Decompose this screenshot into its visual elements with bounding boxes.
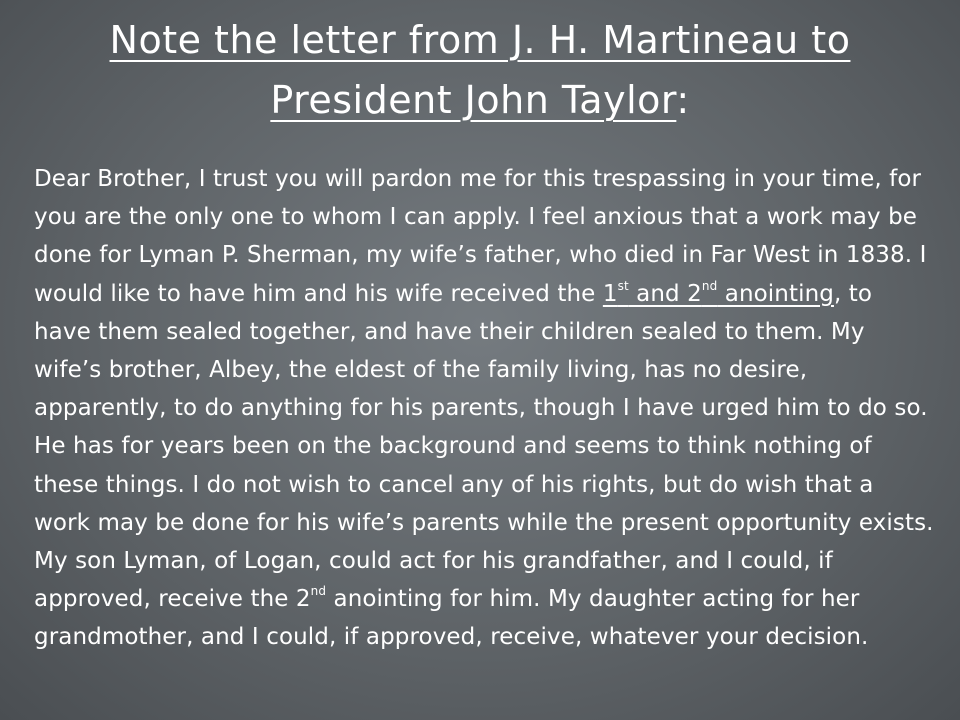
slide-title (0, 10, 960, 130)
ordinal-1-number: 1 (602, 280, 618, 307)
letter-text-part-3: anointing for him. My daughter acting for her grandmother, and I could, if approved, receive, whatever your decision. (34, 586, 869, 651)
ordinal-2-suffix: nd (701, 278, 718, 293)
title-line-2-text: President John Taylor (270, 78, 677, 122)
letter-text-part-1: Dear Brother, I trust you will pardon me for this trespassing in your time, for you are the only one to whom I can apply. I feel anxious that a work may be done for Lyman P. Sherman, my wife’s father, who died in Far West in 1838. I would like to have him and his wife received the (34, 166, 927, 307)
ordinal-1-suffix: st (617, 278, 629, 293)
ordinal-3-suffix: nd (310, 584, 327, 599)
letter-body (34, 160, 934, 657)
title-line-1: Note the letter from J. H. Martineau to (109, 18, 851, 62)
and-second-text: and 2 (628, 280, 702, 307)
title-colon: : (676, 78, 690, 122)
title-line-2 (0, 70, 960, 130)
letter-text-part-2: , to have them sealed together, and have their children sealed to them. My wife’s brother, Albey, the eldest of the family living, has no desire, apparently, to do anything for his parents, though I have urged him to do so. He has for years been on the background and seems to think nothing of these things. I do not wish to cancel any of his rights, but do wish that a work may be done for his wife’s parents while the present opportunity exists. My son Lyman, of Logan, could act for his grandfather, and I could, if approved, receive the 2 (34, 280, 934, 613)
anointing-underlined (602, 278, 834, 307)
anointing-word: anointing (717, 280, 834, 307)
